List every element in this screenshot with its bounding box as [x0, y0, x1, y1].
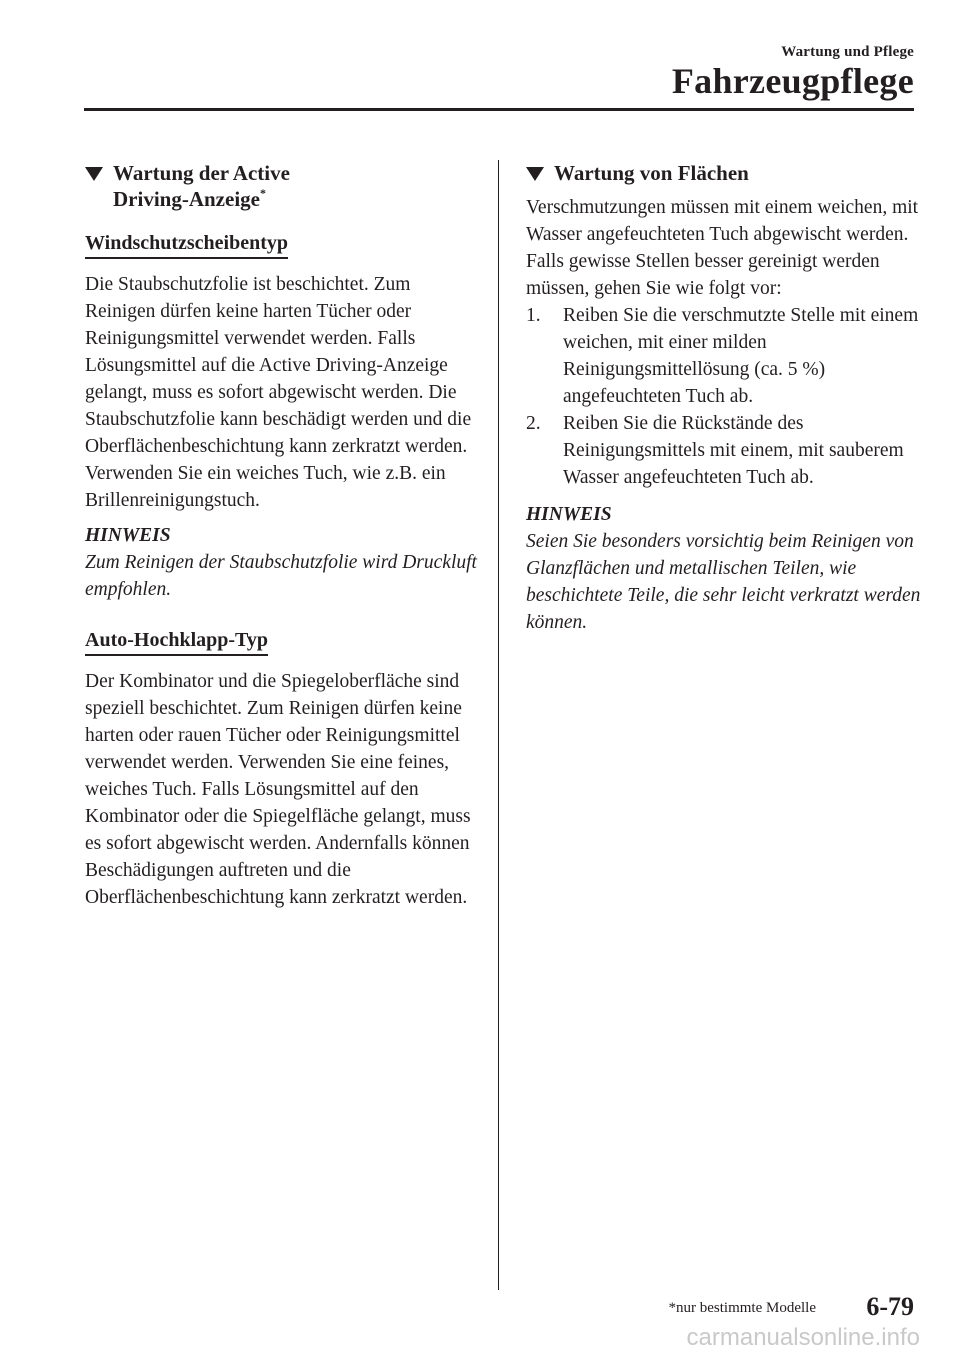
left-column	[85, 160, 480, 919]
section-heading-active-driving	[85, 160, 480, 212]
triangle-bullet-icon	[85, 167, 103, 181]
step-text: Reiben Sie die verschmutzte Stelle mit einem weichen, mit einer milden Reinigungsmittellösung (ca. 5 %) angefeuchteten Tuch ab.	[563, 305, 919, 407]
step-number: 1.	[526, 305, 541, 326]
page-number: 6-79	[866, 1292, 914, 1321]
running-header-section: Wartung und Pflege	[781, 44, 914, 60]
section-heading-surfaces	[526, 160, 926, 186]
footnote: *nur bestimmte Modelle	[668, 1300, 816, 1316]
subheading-auto-flip-type: Auto-Hochklapp-Typ	[85, 627, 268, 656]
right-column	[526, 160, 926, 650]
list-item	[526, 410, 926, 491]
triangle-bullet-icon	[526, 167, 544, 181]
step-text: Reiben Sie die Rückstände des Reinigungsmittels mit einem, mit sauberem Wasser angefeuchteten Tuch ab.	[563, 413, 904, 488]
heading-text: Wartung von Flächen	[554, 161, 749, 185]
heading-line-1: Wartung der Active	[113, 161, 290, 185]
paragraph-surfaces-1: Verschmutzungen müssen mit einem weichen, mit Wasser angefeuchteten Tuch abgewischt werden.	[526, 197, 919, 245]
note-title: HINWEIS	[85, 525, 171, 546]
paragraph-surfaces-2: Falls gewisse Stellen besser gereinigt werden müssen, gehen Sie wie folgt vor:	[526, 251, 880, 299]
step-number: 2.	[526, 413, 541, 434]
note-title: HINWEIS	[526, 504, 612, 525]
column-divider	[498, 160, 499, 1290]
running-header-title: Fahrzeugpflege	[671, 61, 914, 101]
list-item	[526, 302, 926, 410]
watermark: carmanualsonline.info	[686, 1324, 920, 1351]
note-text: Zum Reinigen der Staubschutzfolie wird Druckluft empfohlen.	[85, 552, 477, 600]
cleaning-steps-list	[526, 302, 926, 491]
heading-line-2: Driving-Anzeige	[113, 187, 260, 211]
asterisk-mark: *	[259, 186, 266, 200]
header-rule	[84, 108, 914, 111]
subheading-windshield-type: Windschutzscheibentyp	[85, 230, 288, 259]
note-text: Seien Sie besonders vorsichtig beim Reinigen von Glanzflächen und metallischen Teilen, wie beschichtete Teile, die sehr leicht verkratzt werden können.	[526, 531, 921, 633]
paragraph-auto-flip: Der Kombinator und die Spiegeloberfläche sind speziell beschichtet. Zum Reinigen dürfen keine harten oder rauen Tücher oder Reinigungsmittel verwendet werden. Verwenden Sie eine feines, weiches Tuch. Falls Lösungsmittel auf den Kombinator oder die Spiegelfläche gelangt, muss es sofort abgewischt werden. Andernfalls können Beschädigungen auftreten und die Oberflächenbeschichtung kann zerkratzt werden.	[85, 671, 471, 908]
paragraph-windshield: Die Staubschutzfolie ist beschichtet. Zum Reinigen dürfen keine harten Tücher oder Reinigungsmittel verwendet werden. Falls Lösungsmittel auf die Active Driving-Anzeige gelangt, muss es sofort abgewischt werden. Die Staubschutzfolie kann beschädigt werden und die Oberflächenbeschichtung kann zerkratzt werden. Verwenden Sie ein weiches Tuch, wie z.B. ein Brillenreinigungstuch.	[85, 274, 472, 511]
